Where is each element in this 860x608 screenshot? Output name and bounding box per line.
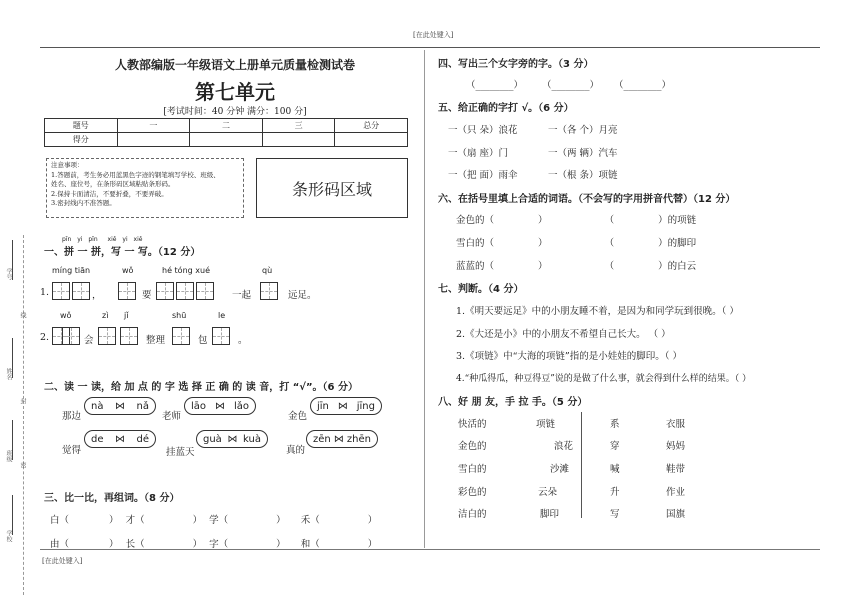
compare-word: 才（ xyxy=(125,515,145,526)
score-header-cell: 总分 xyxy=(335,119,408,133)
notes-line: 姓名、座位号，在条形码区域粘贴条形码。 xyxy=(51,180,175,188)
compare-word: 由（ xyxy=(50,539,70,550)
match-right-verb[interactable]: 写 xyxy=(610,509,620,520)
bow-icon: ⋈ xyxy=(337,400,348,412)
score-input-cell[interactable] xyxy=(262,133,335,147)
match-left-noun[interactable]: 浪花 xyxy=(554,441,574,452)
compare-word: 白（ xyxy=(50,515,70,526)
match-left-word[interactable]: 快活的 xyxy=(458,419,487,430)
choice-item[interactable]: 一（只 朵）浪花 xyxy=(448,125,518,136)
score-table-header-row xyxy=(45,119,408,133)
pinyin-choice-pill[interactable] xyxy=(306,430,378,448)
s2-word: 觉得 xyxy=(62,445,82,456)
pinyin: yi xyxy=(122,236,128,243)
pinyin-option-a[interactable]: zēn xyxy=(313,433,331,445)
match-right-verb[interactable]: 喊 xyxy=(610,464,620,475)
match-right-verb[interactable]: 系 xyxy=(610,419,620,430)
paren: ） xyxy=(367,539,378,550)
s2-word: 老师 xyxy=(162,411,182,422)
sidebar-label-feng: 封 xyxy=(19,398,26,404)
pinyin-option-b[interactable]: zhēn xyxy=(346,433,371,445)
paren: （ xyxy=(604,261,615,272)
section-4-heading: 四、写出三个女字旁的字。（3 分） xyxy=(438,59,594,70)
seal-line xyxy=(23,235,24,595)
compare-row-2 xyxy=(50,536,377,550)
exam-info: [考试时间：40 分钟 满分：100 分] xyxy=(163,107,307,117)
sidebar-underline xyxy=(12,420,13,460)
sidebar-label-student-no: 学号 xyxy=(5,268,12,280)
notes-line: 3.密封线内不准答题。 xyxy=(51,199,116,207)
choice-item[interactable]: 一（根 条）项链 xyxy=(548,170,618,181)
bow-icon: ⋈ xyxy=(215,400,225,412)
writing-grid-cell[interactable] xyxy=(260,282,278,300)
header-note: [在此处键入] xyxy=(413,31,454,39)
section-2-heading: 二、读 一 读，给 加 点 的 字 选 择 正 确 的 读 音，打 “√”。（6 分） xyxy=(44,382,358,393)
fill-prefix: 蓝蓝的（ xyxy=(456,261,495,272)
sidebar-label-mi: 密 xyxy=(19,462,26,468)
s2-word: 金色 xyxy=(288,411,308,422)
column-divider xyxy=(424,50,425,548)
paren: ） xyxy=(538,238,548,249)
score-header-cell: 一 xyxy=(117,119,190,133)
writing-grid-cell[interactable] xyxy=(196,282,214,300)
paren: ） xyxy=(192,515,203,526)
answer-blank[interactable]: （________） xyxy=(466,80,524,91)
writing-grid-cell[interactable] xyxy=(98,327,116,345)
compare-word: 禾（ xyxy=(300,515,320,526)
pinyin: wǒ xyxy=(60,311,72,320)
sidebar-label-xian: 线 xyxy=(19,312,26,318)
judge-item[interactable]: 2.《大还是小》中的小朋友不希望自己长大。 （ ） xyxy=(456,329,671,340)
s1-heading-pinyin xyxy=(62,236,142,243)
choice-item[interactable]: 一（两 辆）汽车 xyxy=(548,148,618,159)
match-right-noun[interactable]: 衣服 xyxy=(666,419,686,430)
score-input-cell[interactable] xyxy=(190,133,263,147)
writing-grid-cell[interactable] xyxy=(172,327,190,345)
writing-grid-cell[interactable] xyxy=(212,327,230,345)
pinyin: míng tiān xyxy=(52,266,91,275)
pinyin: jǐ xyxy=(124,311,129,320)
pinyin: pīn xyxy=(62,236,72,243)
bow-icon: ⋈ xyxy=(115,400,125,412)
score-header-cell: 三 xyxy=(262,119,335,133)
answer-blank[interactable]: （________） xyxy=(542,80,600,91)
pinyin-option-a[interactable]: jīn xyxy=(317,400,329,412)
match-right-noun[interactable]: 作业 xyxy=(666,487,686,498)
item-number: 1. xyxy=(40,287,50,298)
sidebar-label-class: 班级 xyxy=(5,450,12,462)
section-3-heading: 三、比一比，再组词。（8 分） xyxy=(44,493,180,504)
pinyin-choice-pill[interactable] xyxy=(310,397,382,415)
match-left-word[interactable]: 彩色的 xyxy=(458,487,487,498)
match-left-noun[interactable]: 项链 xyxy=(536,419,556,430)
footer-note: [在此处键入] xyxy=(42,557,83,565)
score-header-cell: 二 xyxy=(190,119,263,133)
answer-blank[interactable]: （________） xyxy=(614,80,672,91)
writing-grid-cell[interactable] xyxy=(120,327,138,345)
match-left-word[interactable]: 雪白的 xyxy=(458,464,487,475)
score-input-cell[interactable] xyxy=(335,133,408,147)
text-fragment: 整理 xyxy=(146,335,166,346)
writing-grid-cell[interactable] xyxy=(52,282,70,300)
fill-row xyxy=(456,235,696,249)
match-right-noun[interactable]: 妈妈 xyxy=(666,441,686,452)
text-fragment: 会 xyxy=(84,335,94,346)
match-divider xyxy=(581,412,582,518)
pinyin: hé tóng xué xyxy=(162,266,210,275)
notes-line: 1.答题前，考生务必用蓝黑色字迹的钢笔填写学校、班级、 xyxy=(51,170,220,179)
section-5-heading: 五、给正确的字打 √。（6 分） xyxy=(438,103,574,114)
pinyin: qù xyxy=(262,266,273,275)
match-right-noun[interactable]: 鞋带 xyxy=(666,464,686,475)
pinyin-option-a[interactable]: nà xyxy=(91,400,104,412)
pinyin: shū xyxy=(172,311,187,320)
judge-item[interactable]: 1.《明天要远足》中的小朋友睡不着，是因为和同学玩到很晚。（ ） xyxy=(456,306,739,317)
section-6-heading: 六、在括号里填上合适的词语。（不会写的字用拼音代替）（12 分） xyxy=(438,194,736,205)
match-left-word[interactable]: 洁白的 xyxy=(458,509,487,520)
pinyin-option-a[interactable]: de xyxy=(91,433,104,445)
page-title: 人教部编版一年级语文上册单元质量检测试卷 xyxy=(114,58,355,72)
item-number: 2. xyxy=(40,332,50,343)
text-fragment: 包 xyxy=(198,335,208,346)
sidebar-label-school: 学校 xyxy=(5,530,12,542)
fill-prefix: 金色的（ xyxy=(456,215,495,226)
section-1-heading: 一、拼 一 拼，写 一 写。（12 分） xyxy=(44,247,201,258)
paren: ） xyxy=(109,515,119,526)
judge-item[interactable]: 3.《项链》中“大海的项链”指的是小娃娃的脚印。（ ） xyxy=(456,351,683,362)
s2-word: 那边 xyxy=(62,411,82,422)
writing-grid-cell[interactable] xyxy=(118,282,136,300)
bow-icon: ⋈ xyxy=(227,433,238,445)
match-left-noun[interactable]: 云朵 xyxy=(538,487,558,498)
text-fragment: 一起 xyxy=(232,290,252,301)
fill-row xyxy=(456,212,696,226)
compare-row-1 xyxy=(50,512,377,526)
writing-grid-cell[interactable] xyxy=(176,282,194,300)
pinyin-choice-pill[interactable] xyxy=(196,430,268,448)
pinyin: xiě xyxy=(107,236,117,243)
text-fragment: 要 xyxy=(142,290,152,301)
match-right-verb[interactable]: 穿 xyxy=(610,441,620,452)
sidebar-label-name: 姓名 xyxy=(5,368,12,380)
pinyin-choice-pill[interactable] xyxy=(84,430,156,448)
fill-suffix: ）的白云 xyxy=(658,261,697,272)
sidebar-underline xyxy=(12,495,13,535)
pinyin-option-b[interactable]: kuà xyxy=(243,433,261,445)
text-fragment: 。 xyxy=(238,335,248,346)
notes-box xyxy=(46,158,244,218)
writing-grid-cell[interactable] xyxy=(156,282,174,300)
compare-word: 长（ xyxy=(125,539,145,550)
score-row-label: 得分 xyxy=(45,133,118,147)
pinyin-choice-pill[interactable] xyxy=(184,397,256,415)
pinyin: yi xyxy=(77,236,83,243)
s2-word: 真的 xyxy=(286,445,306,456)
text-fragment: 远足。 xyxy=(288,290,317,301)
paren: ） xyxy=(276,515,286,526)
score-table-score-row xyxy=(45,133,408,147)
fill-suffix: ）的项链 xyxy=(658,215,697,226)
match-right-verb[interactable]: 升 xyxy=(610,487,620,498)
pinyin-option-a[interactable]: guà xyxy=(203,433,222,445)
pinyin-choice-pill[interactable] xyxy=(84,397,156,415)
pinyin: wǒ xyxy=(122,266,134,275)
paren: （ xyxy=(604,215,615,226)
match-left-noun[interactable]: 脚印 xyxy=(540,509,560,520)
pinyin-option-b[interactable]: jīng xyxy=(356,400,375,412)
score-input-cell[interactable] xyxy=(117,133,190,147)
pinyin: pīn xyxy=(88,236,98,243)
paren: ） xyxy=(192,539,203,550)
fill-suffix: ）的脚印 xyxy=(658,238,697,249)
pinyin: zì xyxy=(102,311,109,320)
fill-row xyxy=(456,258,696,272)
sidebar-underline xyxy=(12,338,13,378)
score-header-cell: 题号 xyxy=(45,119,118,133)
compare-word: 和（ xyxy=(300,539,320,550)
writing-grid-cell[interactable] xyxy=(62,327,80,345)
choice-item[interactable]: 一（扇 座）门 xyxy=(448,148,509,159)
fill-prefix: 雪白的（ xyxy=(456,238,495,249)
compare-word: 字（ xyxy=(209,539,229,550)
paren: ） xyxy=(538,261,548,272)
paren: ） xyxy=(276,539,286,550)
choice-item[interactable]: 一（把 面）雨伞 xyxy=(448,170,518,181)
paren: ） xyxy=(538,215,548,226)
bow-icon: ⋈ xyxy=(333,433,344,445)
score-table xyxy=(44,118,408,147)
unit-title: 第七单元 xyxy=(195,80,275,104)
notes-line: 2.保持卡面清洁，不要折叠，不要弄破。 xyxy=(51,189,168,198)
s2-word: 挂蓝天 xyxy=(166,447,195,458)
paren: （ xyxy=(604,238,615,249)
pinyin-option-b[interactable]: nǎ xyxy=(136,400,149,412)
match-left-noun[interactable]: 沙滩 xyxy=(550,464,570,475)
match-left-word[interactable]: 金色的 xyxy=(458,441,487,452)
pinyin: xiě xyxy=(133,236,143,243)
section-8-heading: 八、好 朋 友，手 拉 手。（5 分） xyxy=(438,397,588,408)
notes-heading: 注意事项： xyxy=(51,161,84,169)
writing-grid-cell[interactable] xyxy=(72,282,90,300)
choice-item[interactable]: 一（各 个）月亮 xyxy=(548,125,618,136)
section-7-heading: 七、判断。（4 分） xyxy=(438,284,524,295)
judge-item[interactable]: 4.“种瓜得瓜，种豆得豆”说的是做了什么事，就会得到什么样的结果。（ ） xyxy=(456,374,752,384)
pinyin-option-a[interactable]: lāo xyxy=(191,400,207,412)
paren: ） xyxy=(367,515,378,526)
barcode-area: 条形码区域 xyxy=(256,158,408,218)
bow-icon: ⋈ xyxy=(115,433,125,445)
punctuation: ， xyxy=(92,290,102,301)
pinyin: le xyxy=(218,311,226,320)
match-right-noun[interactable]: 国旗 xyxy=(666,509,686,520)
pinyin-option-b[interactable]: dé xyxy=(136,433,149,445)
sidebar-underline xyxy=(12,240,13,280)
top-rule xyxy=(40,47,820,48)
compare-word: 学（ xyxy=(209,515,229,526)
pinyin-option-b[interactable]: lǎo xyxy=(233,400,249,412)
paren: ） xyxy=(109,539,119,550)
